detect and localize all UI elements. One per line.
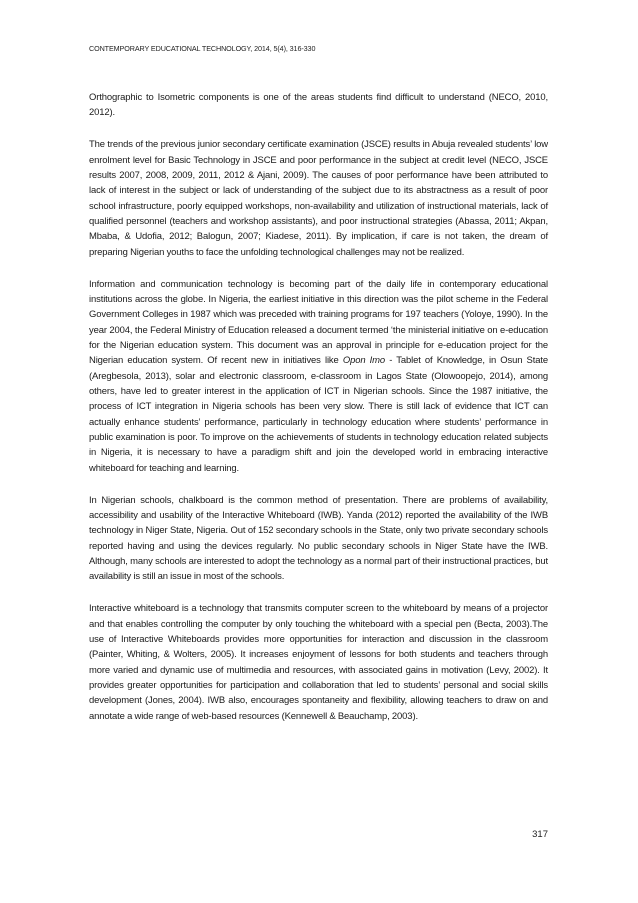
opon-imo-italic: Opon Imo <box>342 355 386 367</box>
paragraph-orthographic: Orthographic to Isometric components is one of the areas students find difficult to understand (NECO, 2010, 2012). <box>89 92 548 119</box>
paragraph-ict-text-before: Information and communication technology is becoming part of the daily life in contemporary educational institutions across the globe. In Nigeria, the earliest initiative in this direction was the pilot scheme in the Federal Government Colleges in 1987 which was preceded with training programs for 197 teachers (Yoloye, 1990). In the year 2004, the Federal Ministry of Education released a document termed ‘the ministerial initiative on e-education for the Nigerian education system. This document was an approval in principle for e-education project for the Nigerian education system. Of recent new in initiatives like <box>89 278 548 367</box>
paragraph-jsce-trends: The trends of the previous junior secondary certificate examination (JSCE) results in Abuja revealed students’ low enrolment level for Basic Technology in JSCE and poor performance in the subject at credit level (NECO, JSCE results 2007, 2008, 2009, 2011, 2012 & Ajani, 2009). The causes of poor performance have been attributed to lack of interest in the subject or lack of understanding of the subject due to its abstractness as a result of poor school infrastructure, poorly equipped workshops, non-availability and utilization of instructional materials, lack of qualified personnel (teachers and workshop assistants), and poor instructional strategies (Abassa, 2011; Akpan, Mbaba, & Udofia, 2012; Balogun, 2007; Kiadese, 2011). By implication, if care is not taken, the dream of preparing Nigerian youths to face the unfolding technological challenges may not be realized. <box>89 139 548 258</box>
paragraph-iwb-definition: Interactive whiteboard is a technology that transmits computer screen to the whiteboard by means of a projector and that enables controlling the computer by only touching the whiteboard with a special pen (Becta, 2003).The use of Interactive Whiteboards provides more opportunities for interaction and discussion in the classroom (Painter, Whiting, & Wolters, 2005). It increases enjoyment of lessons for both students and teachers through more varied and dynamic use of multimedia and resources, with associated gains in motivation (Levy, 2002). It provides greater opportunities for participation and collaboration that led to students’ personal and social skills development (Jones, 2004). IWB also, encourages spontaneity and flexibility, allowing teachers to draw on and annotate a wide range of web-based resources (Kennewell & Beauchamp, 2003). <box>89 603 548 722</box>
paragraph-ict-nigeria <box>89 277 548 476</box>
paragraph-chalkboard: In Nigerian schools, chalkboard is the common method of presentation. There are problems of availability, accessibility and usability of the Interactive Whiteboard (IWB). Yanda (2012) reported the availability of the IWB technology in Niger State, Nigeria. Out of 152 secondary schools in the State, only two private secondary schools reported having and using the devices regularly. No public secondary schools in Niger State have the IWB. Although, many schools are interested to adopt the technology as a normal part of their instructional practices, but availability is still an issue in most of the schools. <box>89 494 548 583</box>
page-number: 317 <box>532 829 548 840</box>
article-body <box>89 90 548 741</box>
paragraph-ict-text-after: - Tablet of Knowledge, in Osun State (Aregbesola, 2013), solar and electronic classroom, e-classroom in Lagos State (Olowoopejo, 2014), among others, have led to greater interest in the application of ICT in Nigerian schools. Since the 1987 initiative, the process of ICT integration in Nigeria schools has been very slow. There is still lack of evidence that ICT can actually enhance students’ performance, particularly in technology education where students’ performance in public examination is poor. To improve on the achievements of students in technology education related subjects in Nigeria, it is necessary to have a paradigm shift and join the developed world in embracing interactive whiteboard for teaching and learning. <box>89 355 548 474</box>
running-header: CONTEMPORARY EDUCATIONAL TECHNOLOGY, 2014, 5(4), 316-330 <box>89 44 316 53</box>
